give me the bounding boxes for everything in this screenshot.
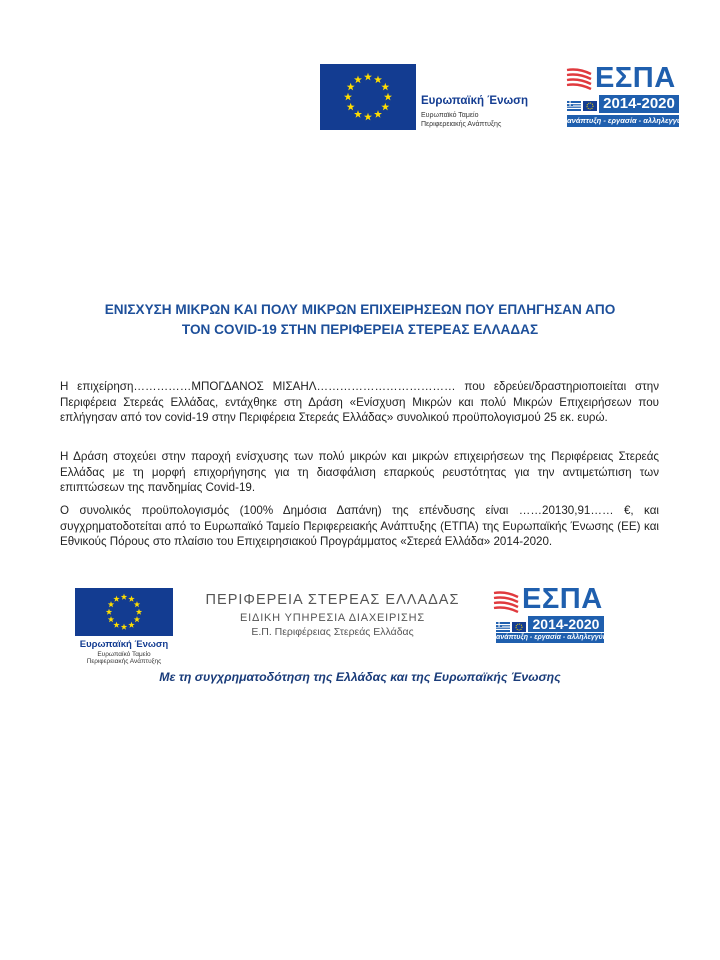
eu-star-icon [374, 110, 382, 118]
eu-star-icon [344, 93, 352, 101]
eu-star-icon [113, 596, 119, 602]
eu-star-icon [354, 110, 362, 118]
eu-star-icon [134, 601, 140, 607]
espa-tagline: ανάπτυξη - εργασία - αλληλεγγύη [496, 634, 608, 641]
eu-star-icon [374, 75, 382, 83]
eu-star-icon [364, 73, 372, 81]
eu-star-icon [128, 622, 134, 628]
eu-logo-bottom [75, 588, 175, 668]
espa-logo-top [565, 62, 686, 130]
espa-stripes-icon [492, 591, 520, 613]
eu-star-icon [136, 609, 142, 615]
page-title [60, 300, 660, 340]
eu-star-icon [108, 601, 114, 607]
eu-logo-fund-line2: Περιφερειακής Ανάπτυξης [86, 658, 162, 665]
eu-star-icon [381, 83, 389, 91]
eu-stars-icon [75, 588, 173, 636]
espa-tagline: ανάπτυξη - εργασία - αλληλεγγύη [567, 116, 686, 125]
eu-star-icon [134, 616, 140, 622]
operational-program: Ε.Π. Περιφέρειας Στερεάς Ελλάδας [251, 626, 414, 638]
eu-logo-fund-line1: Ευρωπαϊκό Ταμείο [421, 112, 479, 119]
espa-word: ΕΣΠΑ [522, 583, 603, 615]
eu-star-icon [354, 75, 362, 83]
paragraph-action-goal: Η Δράση στοχεύει στην παροχή ενίσχυσης των πολύ μικρών και μικρών επιχειρήσεων της Περιφέρειας Στερεάς Ελλάδας με τη μορφή επιχορήγησης για τη διασφάλιση επαρκούς ρευστότητας για την αντιμετώπιση των επιπτώσεων της πανδημίας Covid-19. [60, 450, 659, 494]
eu-logo-fund-line2: Περιφερειακής Ανάπτυξης [421, 121, 502, 128]
eu-star-icon [121, 624, 127, 630]
eu-star-icon [384, 93, 392, 101]
eu-flag-icon [320, 64, 416, 130]
paragraph-budget: Ο συνολικός προϋπολογισμός (100% Δημόσια Δαπάνη) της επένδυσης είναι ……20130,91…… €, και συγχρηματοδοτείται από το Ευρωπαϊκό Ταμείο Περιφερειακής Ανάπτυξης (ΕΤΠΑ) της Ευρωπαϊκής Ένωσης (ΕΕ) και Εθνικούς Πόρους στο πλαίσιο του Επιχειρησιακού Προγράμματος «Στερεά Ελλάδα» 2014-2020. [60, 504, 659, 548]
eu-star-icon [121, 594, 127, 600]
eu-star-icon [106, 609, 112, 615]
espa-flags-icon [567, 98, 597, 116]
eu-star-icon [347, 83, 355, 91]
eu-stars-icon [320, 64, 416, 130]
espa-years: 2014-2020 [599, 95, 679, 113]
region-name: ΠΕΡΙΦΕΡΕΙΑ ΣΤΕΡΕΑΣ ΕΛΛΑΔΑΣ [205, 592, 460, 608]
eu-star-icon [347, 103, 355, 111]
managing-authority: ΕΙΔΙΚΗ ΥΠΗΡΕΣΙΑ ΔΙΑΧΕΙΡΙΣΗΣ [240, 612, 425, 624]
espa-word: ΕΣΠΑ [595, 62, 676, 94]
eu-flag-icon [75, 588, 173, 636]
eu-logo-title: Ευρωπαϊκή Ένωση [79, 639, 169, 650]
eu-star-icon [364, 113, 372, 121]
espa-logo-bottom [492, 585, 607, 645]
espa-years: 2014-2020 [528, 616, 604, 632]
paragraph-business: Η επιχείρηση……………ΜΠΟΓΔΑΝΟΣ ΜΙΣΑΗΛ……………………………… που εδρεύει/δραστηριοποιείται στην Περιφέρεια Στερεάς Ελλάδας, εντάχθηκε στη Δράση «Ενίσχυση Μικρών και πολύ Μικρών Επιχειρήσεων που επλήγησαν από τον covid-19 στην Περιφέρεια Στερεάς Ελλάδας» συνολικού προϋπολογισμού 25 εκ. ευρώ. [60, 380, 659, 424]
title-line-1: ΕΝΙΣΧΥΣΗ ΜΙΚΡΩΝ ΚΑΙ ΠΟΛΥ ΜΙΚΡΩΝ ΕΠΙΧΕΙΡΗΣΕΩΝ ΠΟΥ ΕΠΛΗΓΗΣΑΝ ΑΠΟ [104, 302, 616, 317]
eu-star-icon [113, 622, 119, 628]
eu-star-icon [381, 103, 389, 111]
eu-logo-fund-line1: Ευρωπαϊκό Ταμείο [97, 651, 151, 658]
eu-logo-title: Ευρωπαϊκή Ένωση [421, 95, 529, 107]
eu-star-icon [128, 596, 134, 602]
title-line-2: ΤΟΝ COVID-19 ΣΤΗΝ ΠΕΡΙΦΕΡΕΙΑ ΣΤΕΡΕΑΣ ΕΛΛΑΔΑΣ [181, 322, 539, 337]
espa-stripes-icon [565, 68, 593, 90]
eu-star-icon [108, 616, 114, 622]
eu-logo-top [320, 64, 535, 130]
cofunding-note: Με τη συγχρηματοδότηση της Ελλάδας και της Ευρωπαϊκής Ένωσης [159, 670, 561, 684]
